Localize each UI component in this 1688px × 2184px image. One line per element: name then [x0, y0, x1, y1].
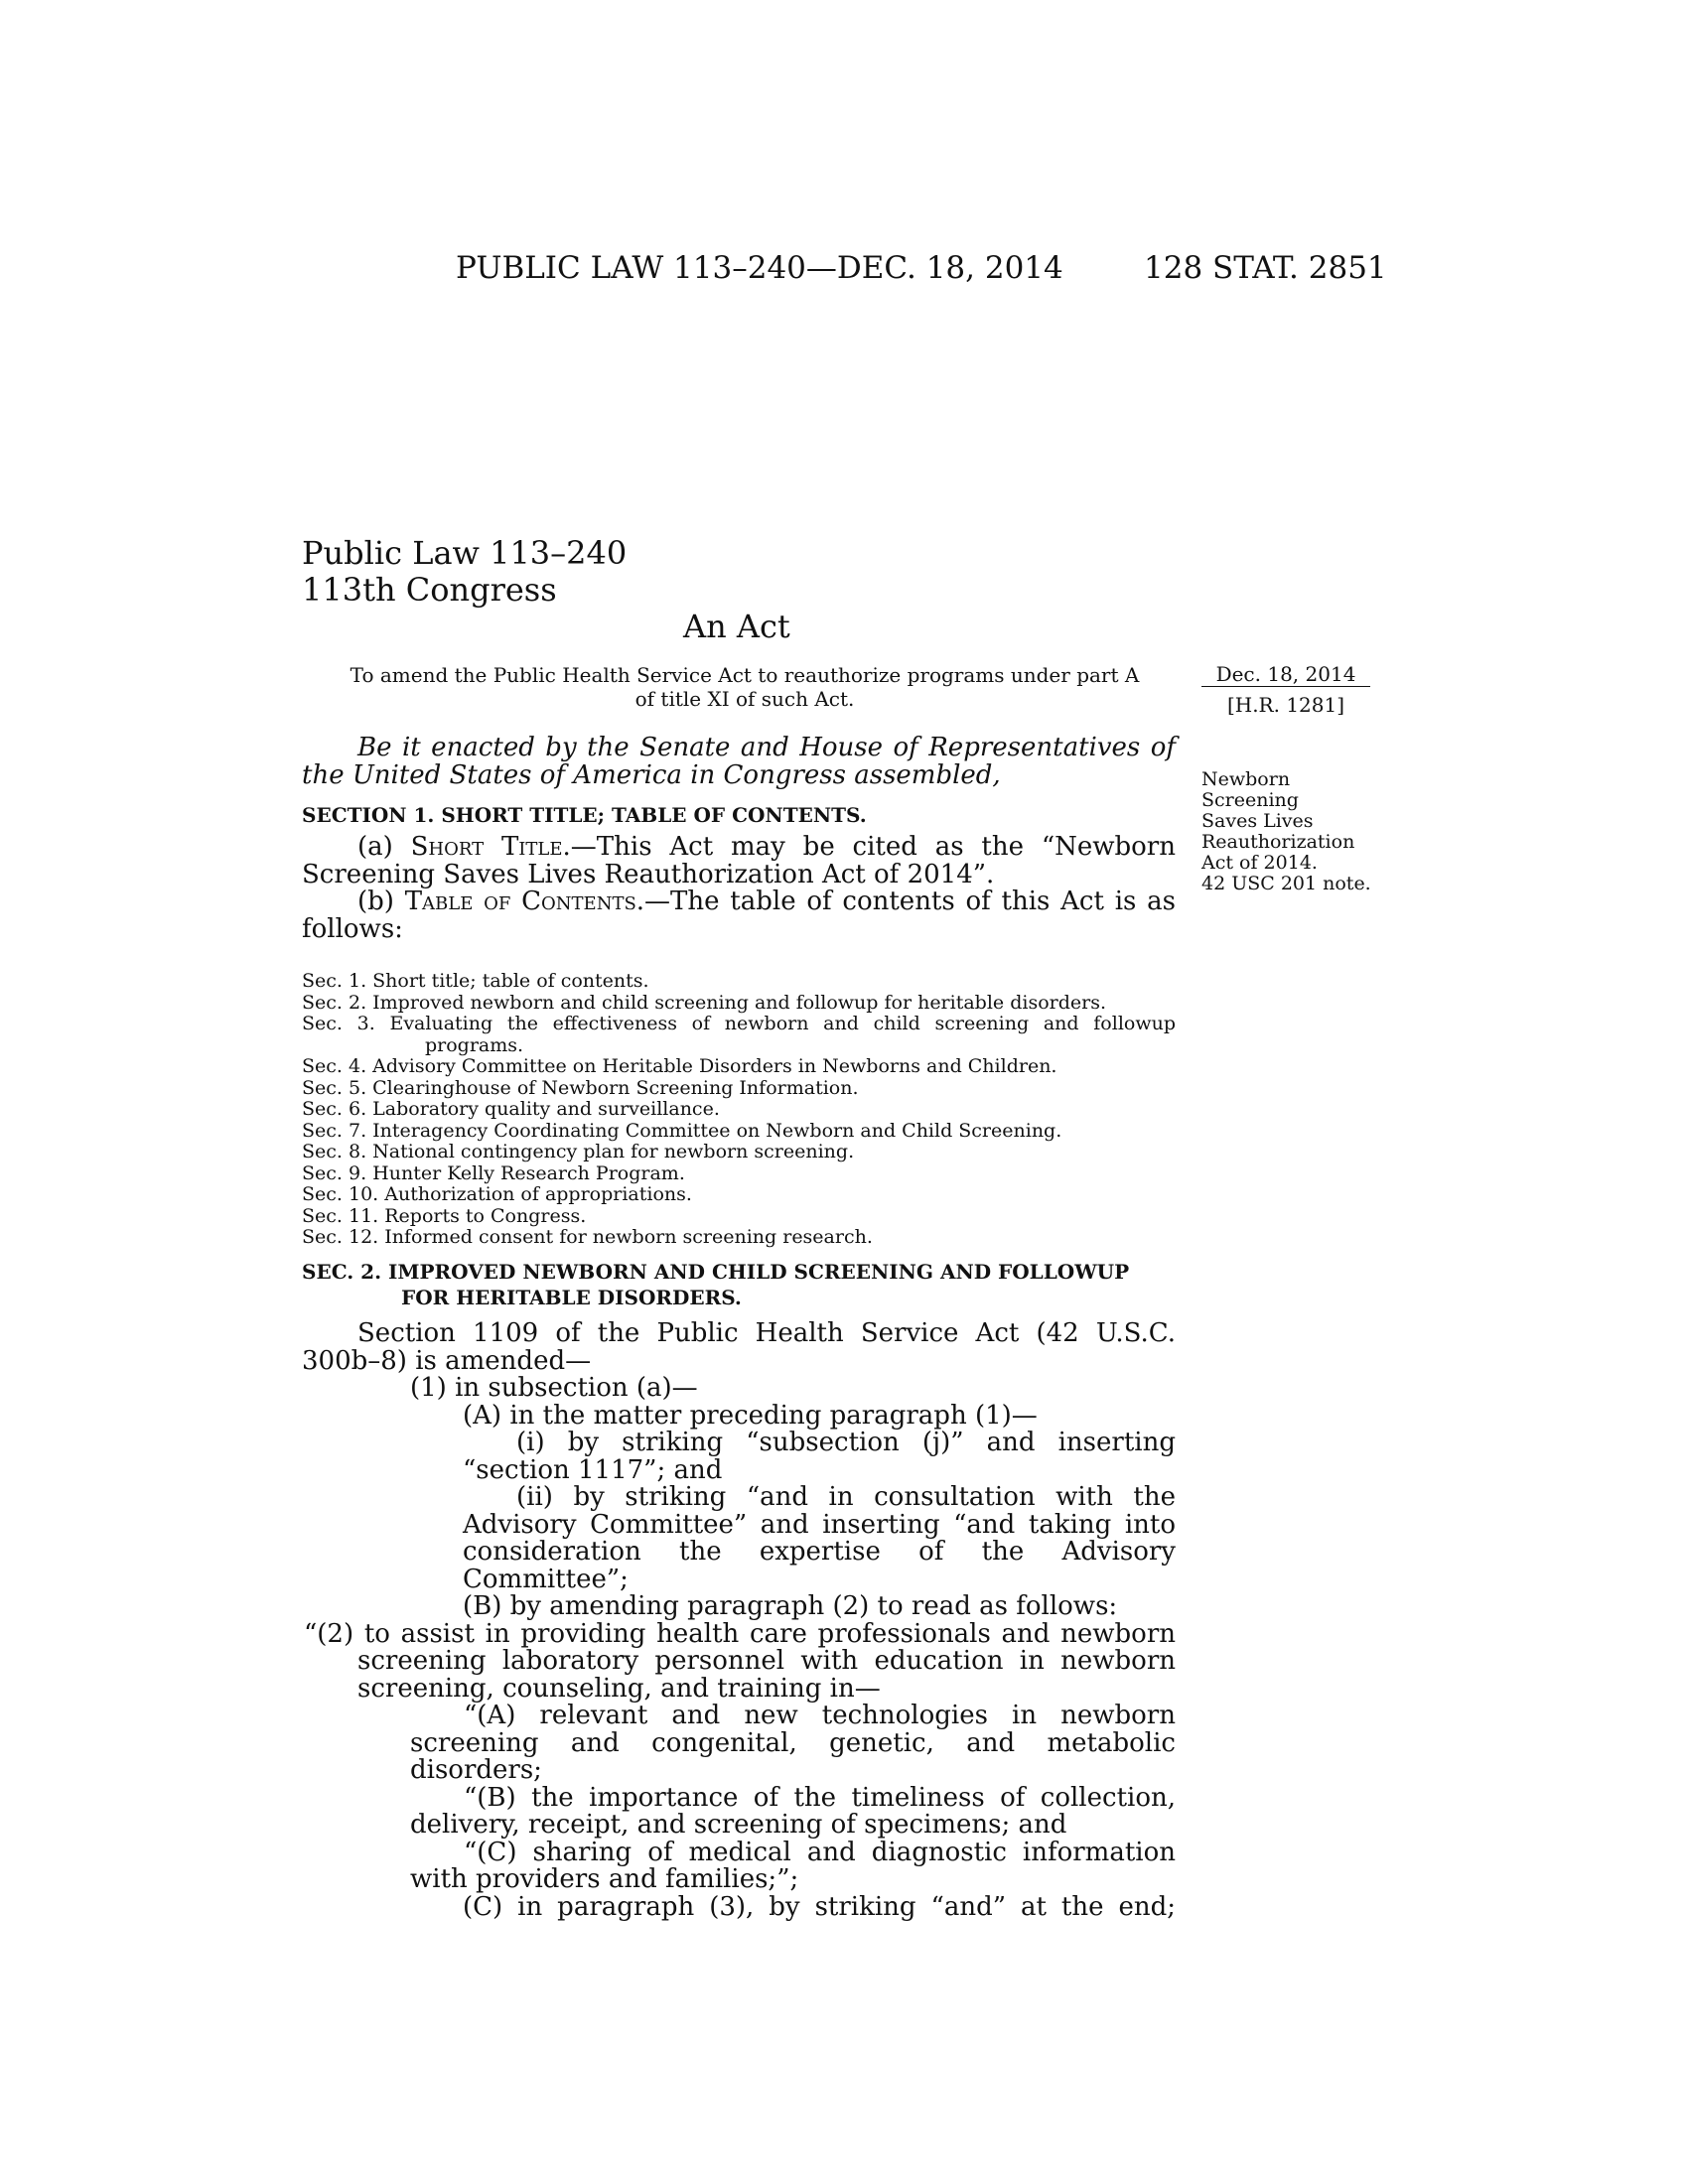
quoted-subparagraph-C: “(C) sharing of medical and diagnostic information with providers and families;”;	[410, 1837, 1176, 1894]
running-header-law: PUBLIC LAW 113–240—DEC. 18, 2014	[456, 250, 1063, 286]
toc-entry: Sec. 11. Reports to Congress.	[302, 1204, 587, 1227]
section1-a	[302, 834, 1176, 943]
congress-number: 113th Congress	[302, 571, 557, 609]
toc-entry: Sec. 5. Clearinghouse of Newborn Screening Information.	[302, 1076, 859, 1099]
quoted-subparagraph-A: “(A) relevant and new technologies in newborn screening and congenital, genetic, and metabolic disorders;	[410, 1701, 1176, 1785]
enactment-date: Dec. 18, 2014	[1201, 662, 1370, 687]
margin-note	[1201, 769, 1400, 894]
clause-i: (i) by striking “subsection (j)” and inserting “section 1117”; and	[463, 1428, 1176, 1485]
section2-intro: Section 1109 of the Public Health Service Act (42 U.S.C. 300b–8) is amended—	[302, 1318, 1176, 1376]
public-law-number: Public Law 113–240	[302, 534, 628, 572]
margin-note-line: Screening	[1201, 789, 1299, 811]
toc-entry: Sec. 12. Informed consent for newborn screening research.	[302, 1226, 873, 1248]
margin-note-line: Newborn	[1201, 768, 1291, 790]
section2-body	[302, 1320, 1176, 1921]
section1-a-text: .—This Act may be cited as the “Newborn Screening Saves Lives Reauthorization Act of 2014”.	[302, 832, 1176, 889]
bill-number: [H.R. 1281]	[1226, 693, 1345, 717]
section1-b-caption: Table of Contents	[404, 887, 636, 916]
subparagraph-A: (A) in the matter preceding paragraph (1)—	[463, 1400, 1038, 1431]
margin-note-line: Reauthorization	[1201, 831, 1355, 853]
section1-b-text: .—The table of contents of this Act is as follows:	[302, 887, 1176, 944]
margin-note-line: 42 USC 201 note.	[1201, 873, 1371, 894]
subparagraph-B: (B) by amending paragraph (2) to read as follows:	[463, 1591, 1118, 1621]
quoted-paragraph-2: “(2) to assist in providing health care professionals and newborn screening laboratory personnel with education in newborn screening, counseling, and training in—	[304, 1618, 1176, 1704]
enacting-clause: Be it enacted by the Senate and House of Representatives of the United States of America in Congress assembled,	[302, 733, 1176, 790]
section2-heading-line: FOR HERITABLE DISORDERS.	[401, 1286, 742, 1309]
act-title: An Act	[683, 608, 790, 645]
margin-note-line: Act of 2014.	[1201, 852, 1318, 874]
paragraph-1: (1) in subsection (a)—	[410, 1373, 698, 1403]
table-of-contents	[302, 971, 1176, 1249]
margin-note-line: Saves Lives	[1201, 810, 1314, 832]
subparagraph-C: (C) in paragraph (3), by striking “and” at the end;	[463, 1891, 1176, 1922]
section1-b-number: (b)	[357, 887, 405, 916]
section2-heading	[302, 1259, 1129, 1310]
quoted-subparagraph-B: “(B) the importance of the timeliness of collection, delivery, receipt, and screening of specimens; and	[410, 1782, 1176, 1840]
toc-entry: Sec. 10. Authorization of appropriations.	[302, 1183, 692, 1205]
toc-entry: Sec. 7. Interagency Coordinating Committee on Newborn and Child Screening.	[302, 1119, 1062, 1142]
act-purpose: To amend the Public Health Service Act to reauthorize programs under part A of title XI of such Act.	[350, 663, 1140, 711]
toc-entry: Sec. 8. National contingency plan for newborn screening.	[302, 1141, 855, 1162]
section1-a-number: (a)	[357, 832, 411, 862]
toc-entry: Sec. 9. Hunter Kelly Research Program.	[302, 1161, 685, 1184]
toc-entry: Sec. 3. Evaluating the effectiveness of newborn and child screening and followup	[302, 1013, 1176, 1034]
toc-entry: Sec. 4. Advisory Committee on Heritable Disorders in Newborns and Children.	[302, 1055, 1057, 1077]
section1-heading: SECTION 1. SHORT TITLE; TABLE OF CONTENTS.	[302, 803, 867, 827]
toc-entry: Sec. 6. Laboratory quality and surveillance.	[302, 1098, 720, 1120]
toc-entry: Sec. 1. Short title; table of contents.	[302, 970, 649, 992]
section2-heading-line: SEC. 2. IMPROVED NEWBORN AND CHILD SCREENING AND FOLLOWUP	[302, 1260, 1130, 1284]
toc-entry-continuation: programs.	[425, 1033, 524, 1056]
clause-ii: (ii) by striking “and in consultation with the Advisory Committee” and inserting “and taking into consideration the expertise of the Advisory Committee”;	[463, 1482, 1176, 1594]
running-header-stat: 128 STAT. 2851	[1144, 250, 1387, 286]
section1-a-caption: Short Title	[410, 832, 563, 862]
toc-entry: Sec. 2. Improved newborn and child screening and followup for heritable disorders.	[302, 991, 1106, 1014]
